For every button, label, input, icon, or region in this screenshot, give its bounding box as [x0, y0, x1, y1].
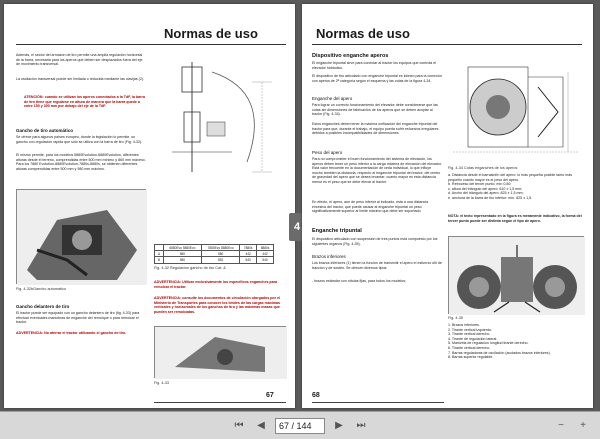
sub-4-text: Los brazos inferiores (1) tienen la función de transmitir el apero el esfuerzo útil de tracción y de sostén. Se ofrecen diversos tipos: — [312, 261, 442, 270]
footer-rule — [312, 402, 444, 403]
subheading-weight: Peso del apero — [312, 150, 343, 155]
subheading-hitch: Enganche del apero — [312, 96, 353, 101]
table-row: B 980 852 540 540 — [155, 257, 274, 263]
fig-33-caption: Fig. 4-33 — [154, 381, 169, 385]
table-header: 8880s — [257, 245, 274, 251]
section-title-three-point: Enganche tripuntal — [312, 228, 362, 234]
zoom-out-icon[interactable]: − — [558, 419, 564, 431]
page-number: 68 — [312, 392, 320, 399]
sub-4-text-2: - brazos estándar con rótulas fijas, para todos los modelos; — [312, 279, 407, 283]
zoom-in-icon[interactable]: + — [580, 419, 586, 431]
next-page-button[interactable]: ▶ — [335, 420, 343, 431]
page-number: 67 — [266, 392, 274, 399]
section-text-2: El mismo permite, para los modelos 5880Evolution-6880Evolution, diferentes alturas desde el terreno, comprendidas entre 500 mm mínimo y 860 mm máximo. Para los 7880 Evolution-8880Evolution-7880s-8880s, se obtienen diferentes alturas comprendidas entre 500 mm y 980 mm máximo. — [16, 153, 146, 171]
section-title-auto-hook: Gancho de tiro automático — [16, 128, 74, 133]
fig-34-caption: Fig. 4-34 Cotas enganches de los aperos — [448, 166, 518, 170]
spec-table — [154, 244, 274, 264]
section-2-text: El tractor puede ser equipado con un gancho delantero de tiro (fig. 4-33) para efectuar eventuales maniobras de enganche del remolque o para remolcar el tractor. — [16, 311, 140, 325]
figure-implement-dimensions — [448, 52, 584, 164]
fig-35-list: 1. Brazos inferiores. 2. Tirante vertical izquierdo. 3. Tirante vertical derecho. 4. Tirante de regulación lateral. 5. Manivela de regulación longitud tirante derecho. 6. Tirante vertical derecho. 7. Barras reguladoras de oscilación (acolados brazos inferiores). 8. Barras superior regulable. — [448, 323, 551, 360]
fig-32-caption: Fig. 4-32 Regulación gancho de tiro Cat. & — [154, 266, 226, 270]
fig-35-caption: Fig. 4-35 — [448, 316, 463, 320]
attention-text: ATENCIÓN: cuando se utilizan los aperos conectados a la TdF, la barra de tiro tiene que regularse en altura de manera que la barra quede a entre 150 y 300 mm por debajo del eje de la TdF. — [24, 95, 145, 109]
section-text: El enganche tripuntal sirve para conectar al tractor los equipos que controla el elevador hidráulico. — [312, 61, 437, 70]
subheading-lower-arms: Brazos inferiores — [312, 254, 346, 259]
page-number-input[interactable] — [275, 418, 325, 434]
sub-1-text-2: Estos enganches deben tener la máxima unificación del enganche tripuntal del tractor para que, durante el trabajo, el equipo pueda sufrir esfuerzos irregulares debidos a posibles incompatibilidades de dimensiones. — [312, 122, 439, 136]
hook-regulation-diagram — [152, 52, 286, 182]
footer-rule — [154, 402, 286, 403]
page-header: Normas de uso — [164, 26, 258, 41]
figure-front-hook — [154, 326, 286, 378]
section-title-front-hook: Gancho delantero de tiro — [16, 304, 70, 309]
implement-dimensions-diagram — [448, 52, 584, 164]
last-page-button[interactable]: ⏭ — [356, 420, 366, 431]
intro-text-2: La oscilación transversal puede ser limitada o reducida mediante las clavijas (2). — [16, 77, 145, 81]
header-rule — [312, 44, 582, 45]
figure-auto-hook — [16, 189, 146, 284]
figure-three-point — [448, 236, 584, 314]
zoom-controls — [554, 418, 590, 432]
prev-page-button[interactable]: ◀ — [257, 420, 265, 431]
intro-text: Además, el sector del armazón de tiro permite una amplia regulación horizontal de la barra, necesaria para los aperos que deben ser desplazados fuera del eje de movimiento transversal. — [16, 53, 143, 67]
fig-34-list: a. Distancia desde el barrasinfín del apero: lo más pequeña posible tanto más pequeño cuanto mayor es el peso del apero. b. Retroceso del tercer punto: mín 0,80; c. altura del triángulo del apero: 610 ± 1,5 mm; d. Ancho del triángulo del apero: 825 ± 1,5 mm; e. anchura de la barra de tiro inferior: mín. 825 ± 1,5. — [448, 173, 573, 200]
page-header: Normas de uso — [316, 26, 410, 41]
left-page — [4, 4, 295, 408]
right-page — [302, 4, 593, 408]
chapter-tab: 4 — [289, 213, 305, 241]
table-header: 7880s — [240, 245, 257, 251]
front-hook-illustration — [155, 327, 287, 379]
advert-2: ADVERTENCIA: consulte los documentos de circulación otorgados por el Ministerio de Transportes para conocer los límites de las cargas máximas verticales y horizontales de los ganchos de tiro y las máximas masas que pueden ser remolcadas. — [154, 296, 281, 314]
three-point-illustration — [449, 237, 585, 315]
section-text: Se ofrece para algunos países europeo, donde la legislación lo permite, un gancho con regulación rápida que sólo se utiliza con la barra de tiro (Fig. 4-32). — [16, 135, 143, 144]
sub-1-text: Para lograr un correcto funcionamiento del elevador debe considerarse que las cotas sin dimensiones de fabricación de los aperos que se deben acoplar al tractor (Fig. 4-34). — [312, 103, 438, 117]
sub-2-text: Para no comprometer el buen funcionamiento del sistema de elevación, los aperos deben tener un peso inferior a la carga máxima de elevación del elevador. Está valor frecuente en la documentación de ceda individual, lo que influye mucho también la distancia, respecto al enganche tripuntal del tractor, del centro de gravedad del apero que se desea levantar: cuanto mayor es esta distancia menor es el peso que se debe elevar al tractor. — [312, 157, 442, 184]
advert-1: ADVERTENCIA: Utilizar exclusivamente los específicos enganches para remolcar el tractor. — [154, 280, 278, 289]
viewer-toolbar — [0, 411, 600, 439]
table-header: 7880Evo 8880Evo — [202, 245, 240, 251]
sub-3-text: El dispositivo articulado con suspensión de tres puntos está compuesto por los siguientes órganos (Fig. 4-35). — [312, 237, 438, 246]
note-text: NOTA: el texto representado en la figura es meramente indicativo, la forma del tercer punto puede ser distinta según el tipo de apero. — [448, 214, 582, 223]
first-page-button[interactable]: ⏮ — [234, 420, 244, 431]
sub-2-text-2: En efecto, el apero, aún de peso inferior al indicado, esta a una distancia excesiva del tractor, que puede causar al enganche tripuntal un peso significativamente superior al límite máximo que debe ser soportado. — [312, 200, 429, 214]
section-text-2: El dispositivo de tiro articulado con enganche tripuntal es idóneo para la conexión con aperos de 2ª categoría según el esquema y las cotas de la figura 4-34. — [312, 74, 442, 83]
section-title-implement-hitch: Dispositivo enganche aperos — [312, 53, 389, 59]
header-rule — [16, 44, 286, 45]
auto-hook-illustration — [17, 190, 147, 285]
table-header: 6880Evo 5880Evo — [163, 245, 201, 251]
advert-3: ADVERTENCIA: No aferrar el tractor utilizando el gancho de tiro. — [16, 331, 127, 335]
figure-hook-regulation — [152, 52, 286, 182]
table-row: A 580 580 442 442 — [155, 251, 274, 257]
fig-32b-caption: Fig. 4-32bGancho automatico — [16, 287, 67, 291]
